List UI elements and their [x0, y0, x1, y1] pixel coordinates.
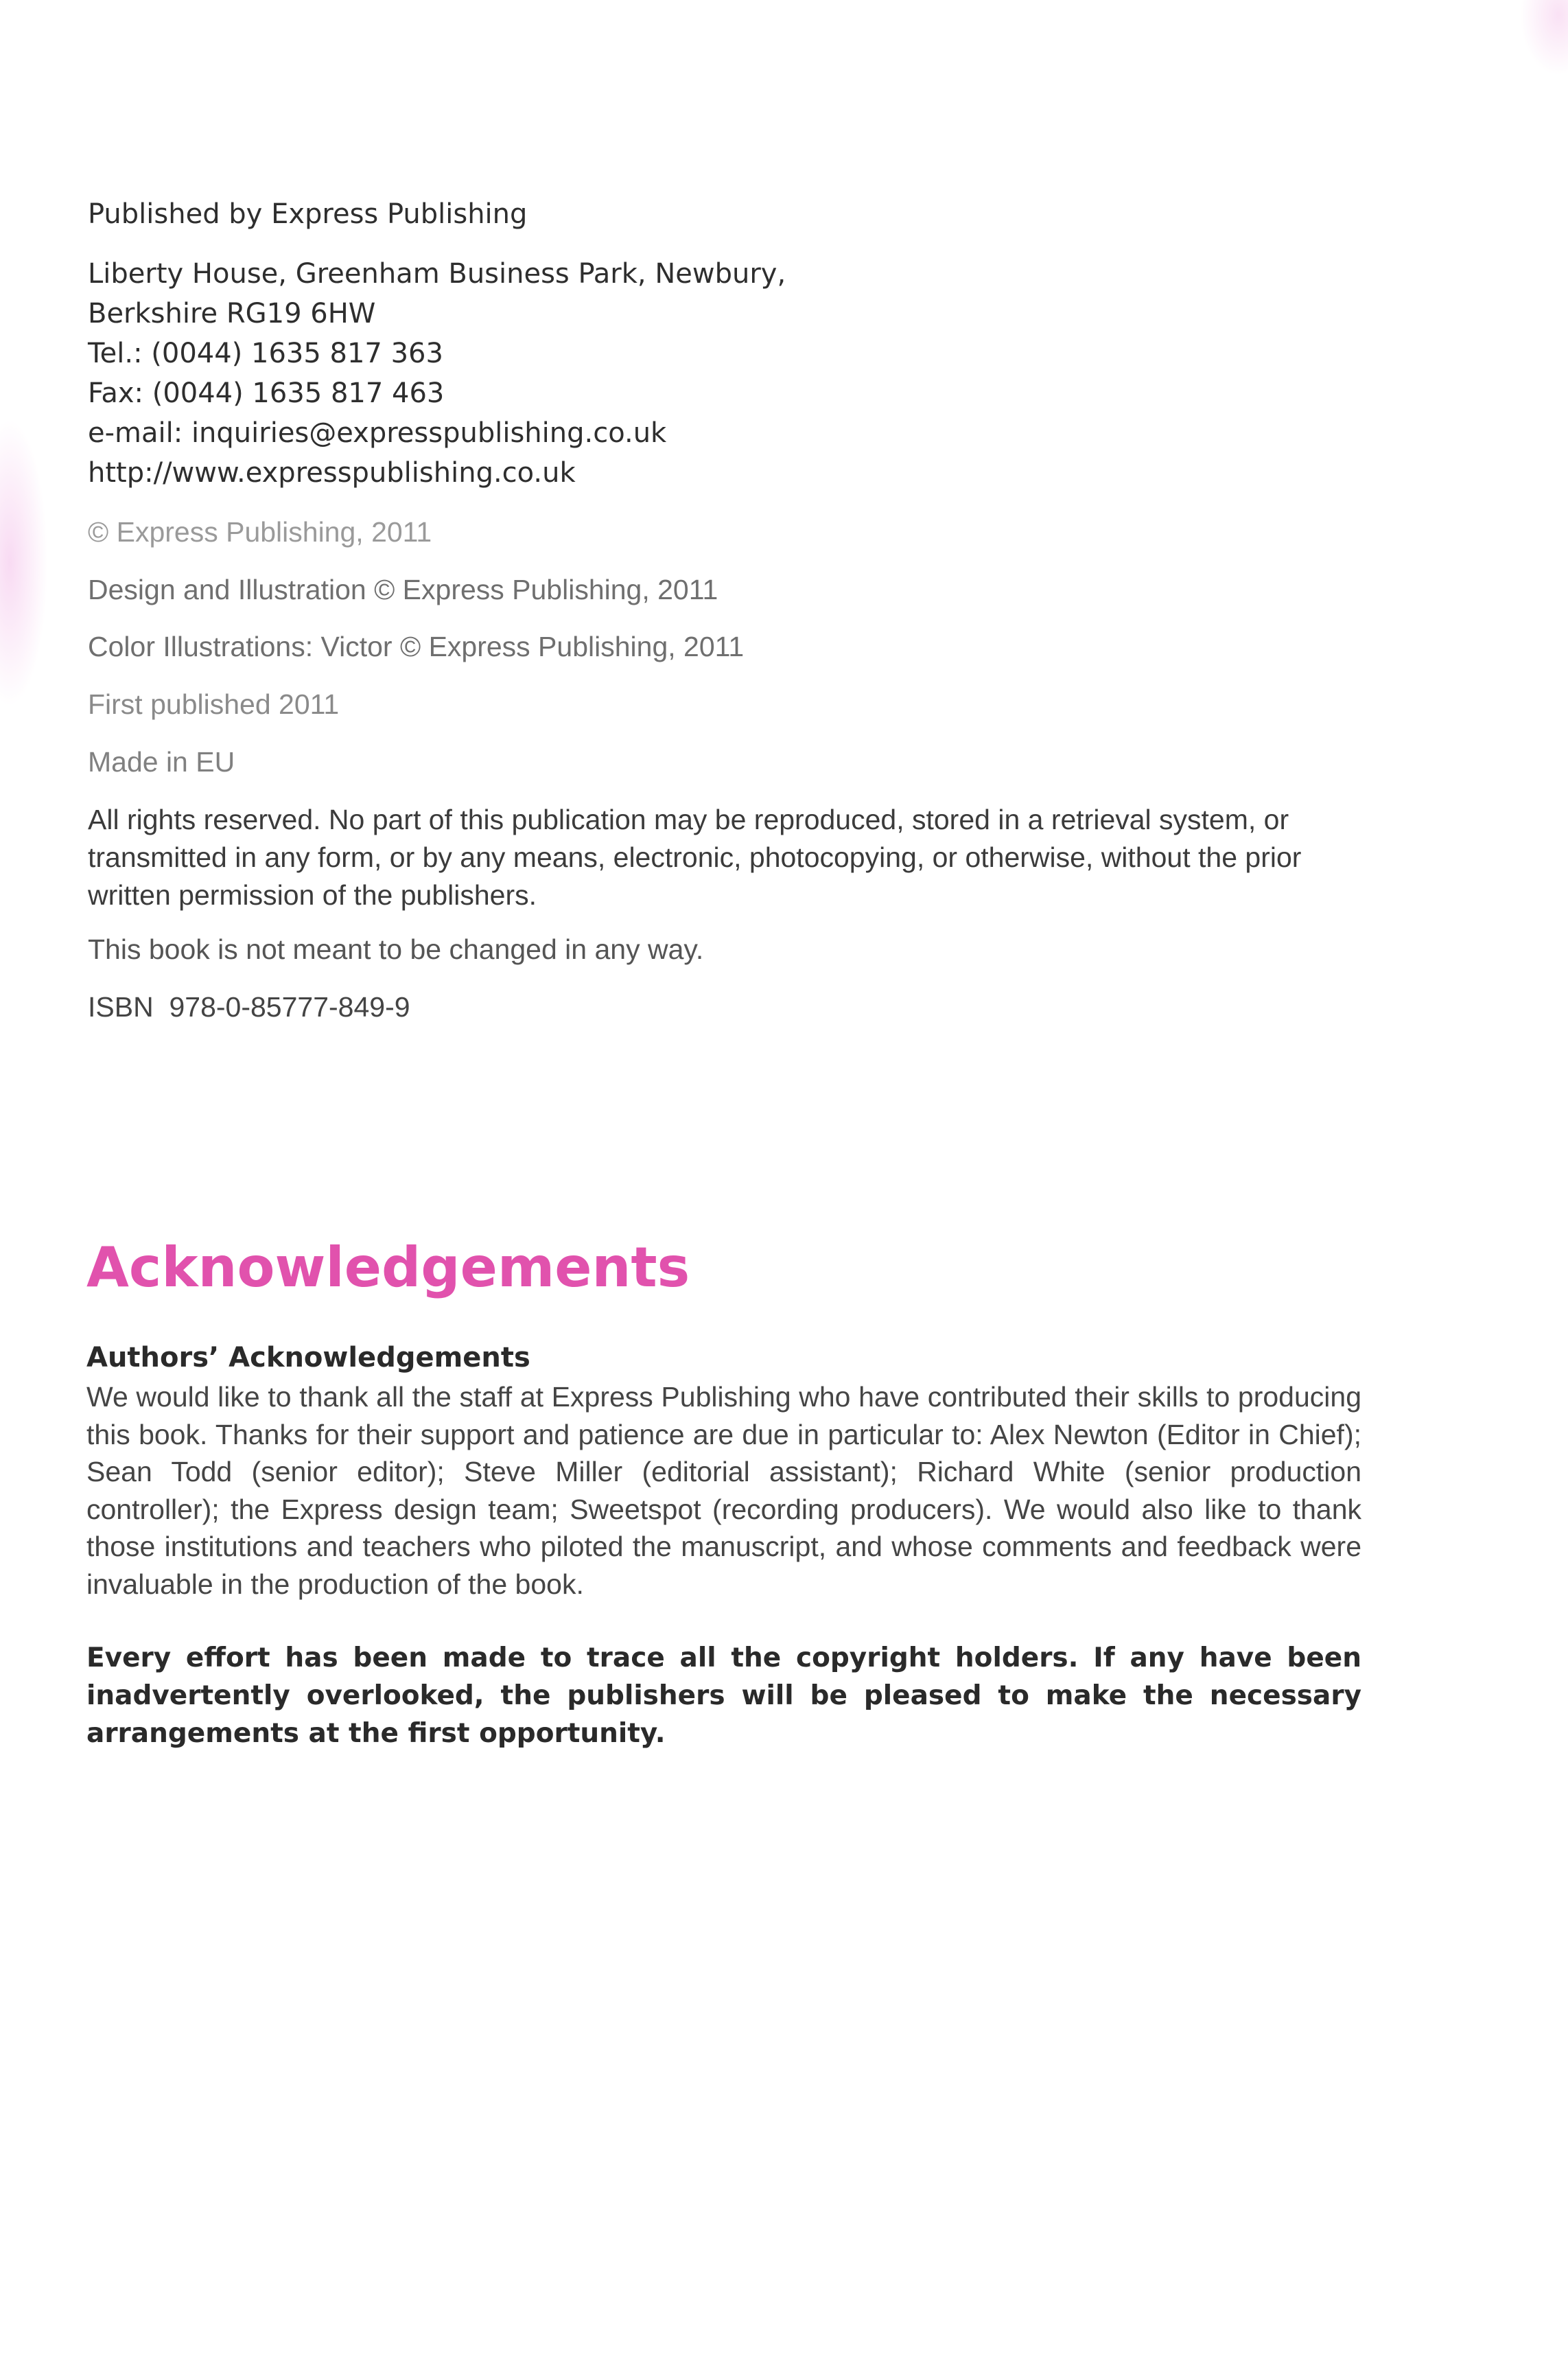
- fax: Fax: (0044) 1635 817 463: [88, 378, 445, 409]
- copyright-text: © Express Publishing, 2011: [88, 516, 432, 548]
- address-line: Liberty House, Greenham Business Park, Newbury,: [88, 258, 786, 290]
- made-in: [88, 743, 1392, 780]
- illustration-credit: [88, 628, 1392, 665]
- scan-smudge: [0, 419, 48, 707]
- not-changed-text: This book is not meant to be changed in any way.: [88, 933, 704, 965]
- publisher-block: [88, 194, 1392, 234]
- design-credit: [88, 571, 1392, 608]
- illustration-credit-text: Color Illustrations: Victor © Express Publishing, 2011: [88, 631, 745, 662]
- acknowledgements-heading: Acknowledgements: [86, 1235, 690, 1299]
- acknowledgements-body: We would like to thank all the staff at Express Publishing who have contributed their skills to producing this book. Thanks for their support and patience are due in particular to: Alex Newton (Editor in Chief); Sean Todd (senior editor); Steve Miller (editorial assistant); Richard White (senior production controller); the Express design team; Sweetspot (recording producers). We would also like to thank those institutions and teachers who piloted the manuscript, and whose comments and feedback were invaluable in the production of the book.: [86, 1381, 1361, 1600]
- made-in-text: Made in EU: [88, 746, 235, 778]
- rights-notice: [88, 801, 1378, 914]
- copyright-holders-note: Every effort has been made to trace all the copyright holders. If any have been inadvertently overlooked, the publishers will be pleased to make the necessary arrangements at the first opportunity.: [86, 1643, 1361, 1749]
- scan-smudge-corner: [1520, 0, 1568, 76]
- isbn-text: ISBN 978-0-85777-849-9: [88, 991, 410, 1023]
- email: e-mail: inquiries@expresspublishing.co.uk: [88, 417, 667, 449]
- publisher-address: [88, 254, 1392, 493]
- address-line: Berkshire RG19 6HW: [88, 298, 376, 329]
- first-published: [88, 686, 1392, 723]
- design-credit-text: Design and Illustration © Express Publishing, 2011: [88, 574, 718, 605]
- copyright-line: [88, 513, 1392, 550]
- published-by: Published by Express Publishing: [88, 198, 528, 230]
- telephone: Tel.: (0044) 1635 817 363: [88, 338, 443, 369]
- website: http://www.expresspublishing.co.uk: [88, 457, 576, 489]
- not-changed-notice: [88, 931, 1392, 968]
- authors-acknowledgements-heading: Authors’ Acknowledgements: [86, 1342, 530, 1373]
- first-published-text: First published 2011: [88, 688, 340, 720]
- rights-text: All rights reserved. No part of this publication may be reproduced, stored in a retrieval system, or transmitted in any form, or by any means, electronic, photocopying, or otherwise, without the prior written permission of the publishers.: [88, 804, 1302, 911]
- isbn: [88, 988, 1392, 1025]
